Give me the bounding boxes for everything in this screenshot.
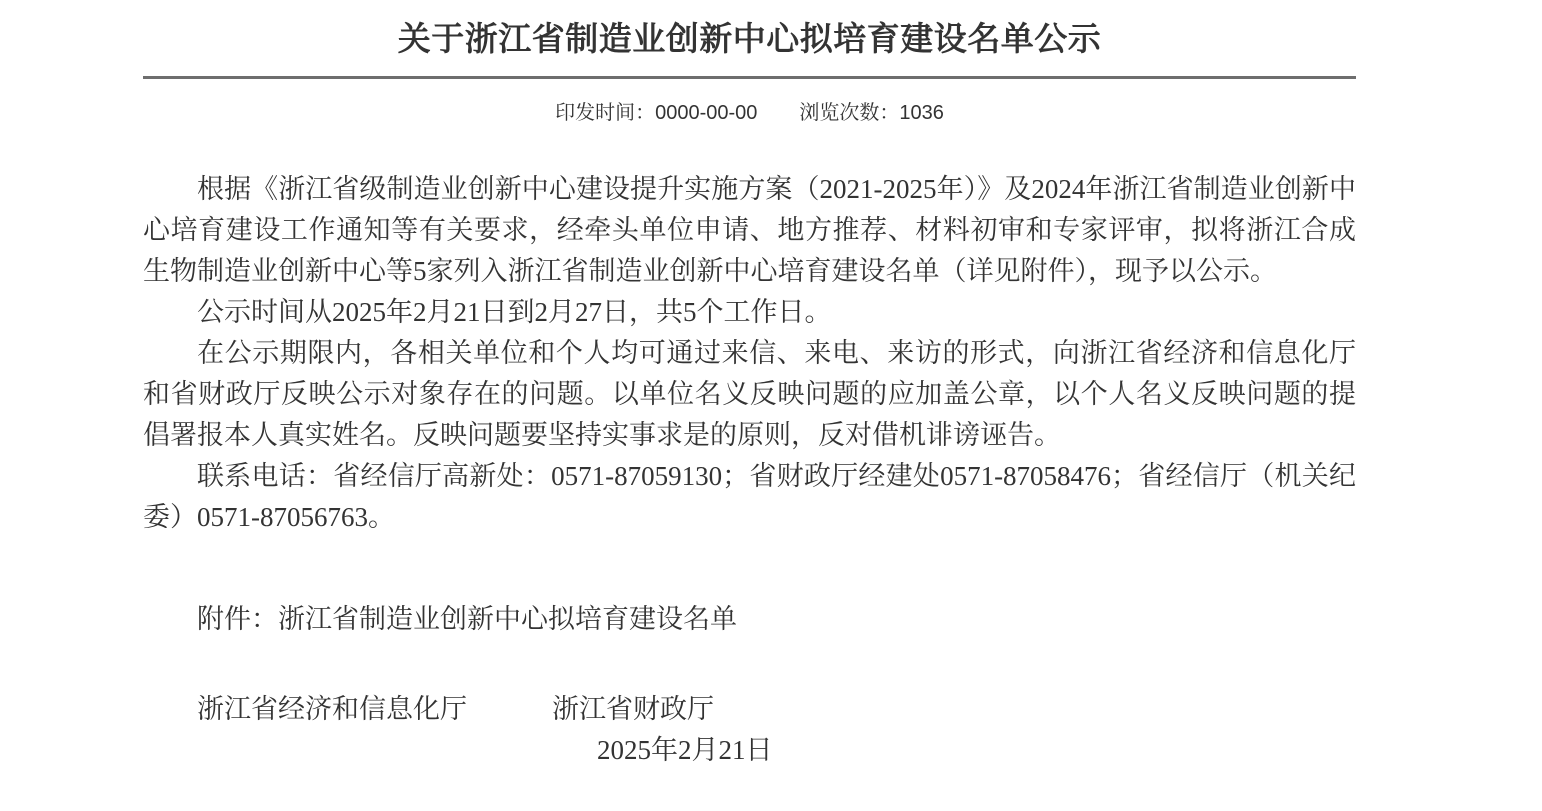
org-economy-and-information: 浙江省经济和信息化厅 (197, 694, 467, 724)
org-finance-department: 浙江省财政厅 (552, 694, 714, 724)
title-divider (143, 76, 1356, 79)
view-count-label: 浏览次数： (799, 102, 900, 124)
signature-line (143, 689, 1356, 730)
signature-date: 2025年2月21日 (597, 735, 773, 765)
paragraph-publicity-period: 公示时间从2025年2月21日到2月27日，共5个工作日。 (197, 297, 832, 327)
announcement-document (143, 0, 1356, 771)
print-date-label: 印发时间： (555, 102, 656, 124)
paragraph-basis: 根据《浙江省级制造业创新中心建设提升实施方案（2021-2025年）》及2024年浙江省制造业创新中心培育建设工作通知等有关要求，经牵头单位申请、地方推荐、材料初审和专家评审，拟将浙江合成生物制造业创新中心等5家列入浙江省制造业创新中心培育建设名单（详见附件），现予以公示。 (143, 174, 1356, 286)
print-date (555, 102, 757, 124)
attachment-line (143, 599, 1356, 640)
view-count (799, 102, 944, 124)
print-date-value: 0000-00-00 (655, 102, 758, 124)
attachment-name: 浙江省制造业创新中心拟培育建设名单 (278, 604, 737, 634)
meta-bar (143, 100, 1356, 126)
paragraph-contact-numbers: 联系电话：省经信厅高新处：0571-87059130；省财政厅经建处0571-87058476；省经信厅（机关纪委）0571-87056763。 (143, 461, 1356, 532)
view-count-value: 1036 (899, 102, 944, 124)
document-body (143, 169, 1356, 771)
paragraph-feedback-rules: 在公示期限内，各相关单位和个人均可通过来信、来电、来访的形式，向浙江省经济和信息化厅和省财政厅反映公示对象存在的问题。以单位名义反映问题的应加盖公章，以个人名义反映问题的提倡署报本人真实姓名。反映问题要坚持实事求是的原则，反对借机诽谤诬告。 (143, 338, 1356, 450)
page-title: 关于浙江省制造业创新中心拟培育建设名单公示 (397, 20, 1102, 57)
attachment-label: 附件： (197, 604, 278, 634)
